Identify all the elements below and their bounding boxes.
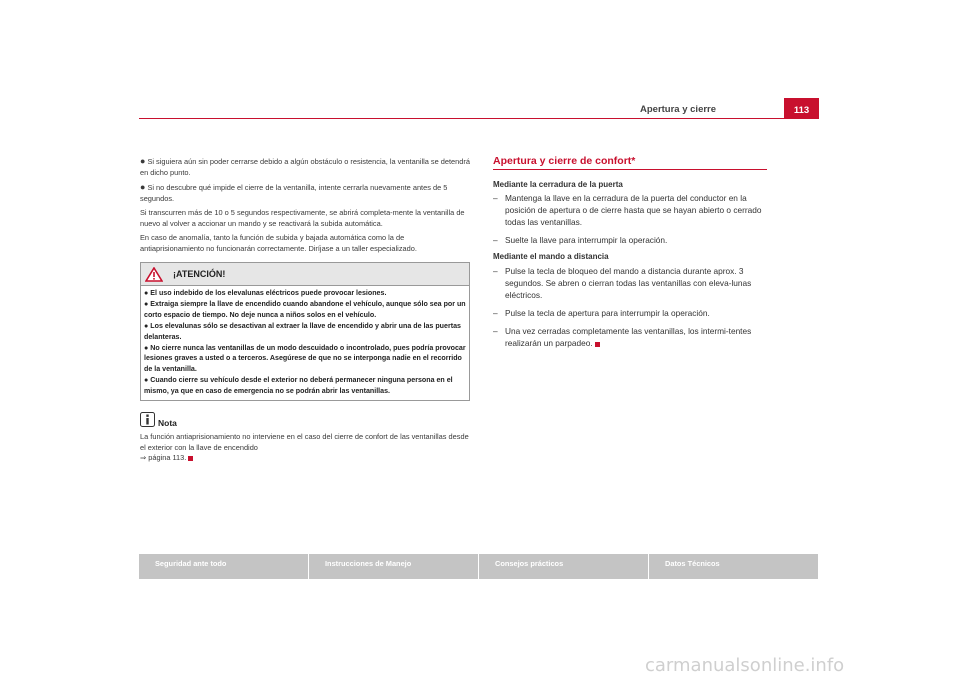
warning-item: ● Los elevalunas sólo se desactivan al extraer la llave de encendido y abrir una de las puertas delanteras.: [144, 322, 461, 341]
warning-title: ¡ATENCIÓN!: [173, 268, 226, 279]
warning-triangle-icon: [145, 267, 163, 282]
bullet-icon: ●: [144, 322, 149, 331]
subheading: Mediante el mando a distancia: [493, 252, 609, 262]
warning-header: [141, 263, 469, 286]
right-column: [493, 156, 770, 355]
bullet-icon: ●: [140, 156, 146, 166]
bullet-icon: ●: [144, 344, 149, 353]
note-text: La función antiaprisionamiento no interviene en el caso del cierre de confort de las ventanillas desde el exterior con la llave de encendido ⇒ página 113.: [140, 432, 469, 463]
paragraph: En caso de anomalía, tanto la función de subida y bajada automática como la de antiaprisionamiento no funcionarán correctamente. Diríjase a un taller especializado.: [140, 233, 417, 253]
footer-tab-instrucciones[interactable]: Instrucciones de Manejo: [309, 554, 478, 579]
note-block: [140, 409, 470, 464]
warning-body: [141, 286, 469, 400]
page-number: 113: [784, 98, 819, 118]
footer-tab-seguridad[interactable]: Seguridad ante todo: [139, 554, 308, 579]
footer-nav: [139, 554, 819, 579]
warning-box: [140, 262, 470, 401]
list-item: – Una vez cerradas completamente las ventanillas, los intermi-tentes realizarán un parpadeo.: [493, 326, 752, 349]
warning-item: ● No cierre nunca las ventanillas de un modo descuidado o incontrolado, pues podría provocar lesiones graves a usted o a terceros. Asegúrese de que no se interponga nadie en el recorrido de la ventanilla.: [144, 344, 466, 373]
bullet-icon: ●: [144, 300, 149, 309]
bullet-icon: ●: [144, 289, 149, 297]
section-end-icon: [595, 342, 600, 347]
page-reference-link[interactable]: ⇒ página 113.: [140, 453, 187, 463]
page-header-title: Apertura y cierre: [640, 104, 717, 115]
list-item: – Mantenga la llave en la cerradura de la puerta del conductor en la posición de apertura o de cierre hasta que se hayan abierto o cerrado todas las ventanillas.: [493, 193, 762, 228]
bullet-icon: ●: [144, 376, 149, 385]
footer-tab-consejos[interactable]: Consejos prácticos: [479, 554, 648, 579]
warning-item: ● Cuando cierre su vehículo desde el exterior no deberá permanecer ninguna persona en el mismo, ya que en caso de emergencia no se podrán abrir las ventanillas.: [144, 376, 453, 395]
header-rule: [139, 118, 819, 119]
left-column: [140, 156, 470, 468]
bullet-icon: ●: [140, 182, 146, 192]
section-title: Apertura y cierre de confort*: [493, 156, 767, 170]
note-header: [140, 409, 470, 429]
list-item: – Pulse la tecla de apertura para interrumpir la operación.: [493, 308, 710, 319]
section-end-icon: [188, 456, 193, 461]
watermark: carmanualsonline.info: [645, 655, 845, 676]
list-item: – Suelte la llave para interrumpir la operación.: [493, 235, 668, 246]
bullet-paragraph: ● Si no descubre qué impide el cierre de la ventanilla, intente cerrarla nuevamente antes de 5 segundos.: [140, 182, 448, 203]
bullet-paragraph: ● Si siguiera aún sin poder cerrarse debido a algún obstáculo o resistencia, la ventanilla se detendrá en dicho punto.: [140, 156, 470, 177]
note-title: Nota: [158, 417, 177, 428]
note-icon: [140, 412, 155, 427]
warning-item: ● Extraiga siempre la llave de encendido cuando abandone el vehículo, aunque sólo sea por un corto espacio de tiempo. No deje nunca a niños solos en el vehículo.: [144, 300, 466, 319]
warning-item: ● El uso indebido de los elevalunas eléctricos puede provocar lesiones.: [144, 289, 387, 297]
paragraph: Si transcurren más de 10 o 5 segundos respectivamente, se abrirá completa-mente la ventanilla de nuevo al volver a accionar un mando y se reactivará la subida automática.: [140, 208, 465, 228]
subheading: Mediante la cerradura de la puerta: [493, 179, 623, 189]
footer-tab-datos[interactable]: Datos Técnicos: [649, 554, 818, 579]
list-item: – Pulse la tecla de bloqueo del mando a distancia durante aprox. 3 segundos. Se abren o cierran todas las ventanillas con eleva-lunas eléctricos.: [493, 265, 752, 301]
